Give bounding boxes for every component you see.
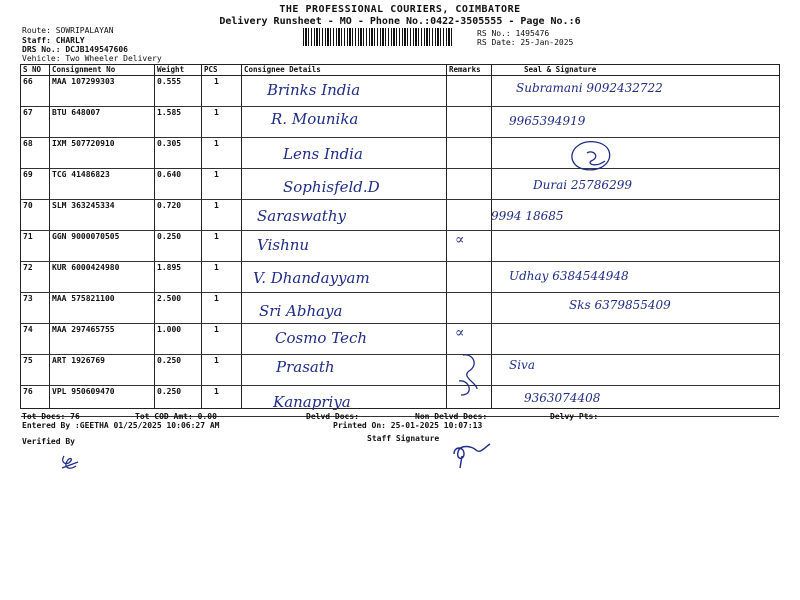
serial-number: 66 <box>23 77 33 86</box>
verifier-signature-icon <box>56 452 86 474</box>
pieces-count: 1 <box>214 294 219 303</box>
consignee-handwriting: Sri Abhaya <box>259 302 343 320</box>
pieces-count: 1 <box>214 356 219 365</box>
document-title: THE PROFESSIONAL COURIERS, COIMBATORE <box>279 4 521 15</box>
non-delivered-docs: Non Delvd Docs: <box>415 412 488 421</box>
weight-value: 1.585 <box>157 108 182 117</box>
serial-number: 70 <box>23 201 33 210</box>
vehicle-label: Vehicle: Two Wheeler Delivery <box>22 54 162 63</box>
pieces-count: 1 <box>214 108 219 117</box>
total-docs: Tot Docs: 76 <box>22 412 80 421</box>
serial-number: 72 <box>23 263 33 272</box>
table-row <box>21 199 779 231</box>
consignment-number: MAA 107299303 <box>52 77 115 86</box>
consignment-number: ART 1926769 <box>52 356 105 365</box>
printed-on: Printed On: 25-01-2025 10:07:13 <box>333 421 483 430</box>
route-label: Route: SOWRIPALAYAN <box>22 26 114 35</box>
consignee-handwriting: V. Dhandayyam <box>253 269 370 287</box>
serial-number: 67 <box>23 108 33 117</box>
consignment-number: TCG 41486823 <box>52 170 110 179</box>
weight-value: 2.500 <box>157 294 182 303</box>
col-weight: Weight <box>157 65 185 74</box>
drs-number: DRS No.: DCJB149547606 <box>22 45 128 54</box>
signature-handwriting: Durai 25786299 <box>533 178 632 192</box>
runsheet-table <box>20 64 780 409</box>
col-consignment: Consignment No <box>52 65 116 74</box>
weight-value: 0.250 <box>157 356 182 365</box>
consignee-handwriting: Kanapriya <box>273 393 351 411</box>
serial-number: 75 <box>23 356 33 365</box>
serial-number: 73 <box>23 294 33 303</box>
weight-value: 0.305 <box>157 139 182 148</box>
col-consignee: Consignee Details <box>244 65 321 74</box>
consignment-number: IXM 507720910 <box>52 139 115 148</box>
consignee-handwriting: Prasath <box>276 358 335 376</box>
signature-handwriting: Udhay 6384544948 <box>509 269 629 283</box>
table-row <box>21 323 779 355</box>
consignee-handwriting: Vishnu <box>257 236 310 254</box>
col-pcs: PCS <box>204 65 218 74</box>
remarks-mark: ∝ <box>455 232 465 248</box>
col-remarks: Remarks <box>449 65 481 74</box>
table-row <box>21 106 779 138</box>
pieces-count: 1 <box>214 139 219 148</box>
rs-date: RS Date: 25-Jan-2025 <box>477 38 574 47</box>
consignment-number: SLM 363245334 <box>52 201 115 210</box>
col-sno: S NO <box>23 65 42 74</box>
signature-handwriting: 9363074408 <box>524 391 601 405</box>
verified-by-label: Verified By <box>22 437 75 446</box>
table-row <box>21 137 779 169</box>
pieces-count: 1 <box>214 263 219 272</box>
signature-handwriting: Siva <box>509 358 535 372</box>
weight-value: 0.250 <box>157 232 182 241</box>
weight-value: 1.000 <box>157 325 182 334</box>
table-row <box>21 261 779 293</box>
pieces-count: 1 <box>214 232 219 241</box>
table-row <box>21 168 779 200</box>
serial-number: 69 <box>23 170 33 179</box>
table-row <box>21 230 779 262</box>
consignment-number: GGN 9000070505 <box>52 232 120 241</box>
consignee-handwriting: Lens India <box>283 145 363 163</box>
delivery-points: Delvy Pts: <box>550 412 599 421</box>
consignee-handwriting: Sophisfeld.D <box>283 178 380 196</box>
consignee-handwriting: Brinks India <box>267 81 361 99</box>
consignee-handwriting: Cosmo Tech <box>275 329 368 347</box>
pieces-count: 1 <box>214 201 219 210</box>
pieces-count: 1 <box>214 325 219 334</box>
staff-label: Staff: CHARLY <box>22 36 85 45</box>
table-row <box>21 354 779 386</box>
consignee-handwriting: Saraswathy <box>257 207 346 225</box>
serial-number: 71 <box>23 232 33 241</box>
table-row <box>21 292 779 324</box>
signature-handwriting: 9994 18685 <box>491 209 564 223</box>
pieces-count: 1 <box>214 387 219 396</box>
weight-value: 1.895 <box>157 263 182 272</box>
serial-number: 76 <box>23 387 33 396</box>
col-signature: Seal & Signature <box>524 65 597 74</box>
signature-handwriting: Subramani 9092432722 <box>516 81 663 95</box>
delivered-docs: Delvd Docs: <box>306 412 359 421</box>
entered-by: Entered By :GEETHA 01/25/2025 10:06:27 AM <box>22 421 220 430</box>
weight-value: 0.250 <box>157 387 182 396</box>
serial-number: 74 <box>23 325 33 334</box>
consignment-number: VPL 950609470 <box>52 387 115 396</box>
runsheet-subtitle: Delivery Runsheet - MO - Phone No.:0422-3505555 - Page No.:6 <box>219 16 581 27</box>
weight-value: 0.720 <box>157 201 182 210</box>
pieces-count: 1 <box>214 170 219 179</box>
signature-handwriting: 9965394919 <box>509 114 586 128</box>
signature-handwriting: Sks 6379855409 <box>569 298 671 312</box>
consignment-number: KUR 6000424980 <box>52 263 120 272</box>
consignment-number: MAA 297465755 <box>52 325 115 334</box>
rs-number: RS No.: 1495476 <box>477 29 550 38</box>
table-row <box>21 75 779 107</box>
consignment-number: BTU 648007 <box>52 108 101 117</box>
total-cod-amount: Tot COD Amt: 0.00 <box>135 412 217 421</box>
weight-value: 0.555 <box>157 77 182 86</box>
barcode-image <box>303 28 453 46</box>
consignment-number: MAA 575821100 <box>52 294 115 303</box>
staff-signature-label: Staff Signature <box>367 434 440 443</box>
serial-number: 68 <box>23 139 33 148</box>
pieces-count: 1 <box>214 77 219 86</box>
remarks-mark: ∝ <box>455 325 465 341</box>
weight-value: 0.640 <box>157 170 182 179</box>
staff-signature-icon <box>448 440 498 470</box>
consignee-handwriting: R. Mounika <box>271 110 359 128</box>
